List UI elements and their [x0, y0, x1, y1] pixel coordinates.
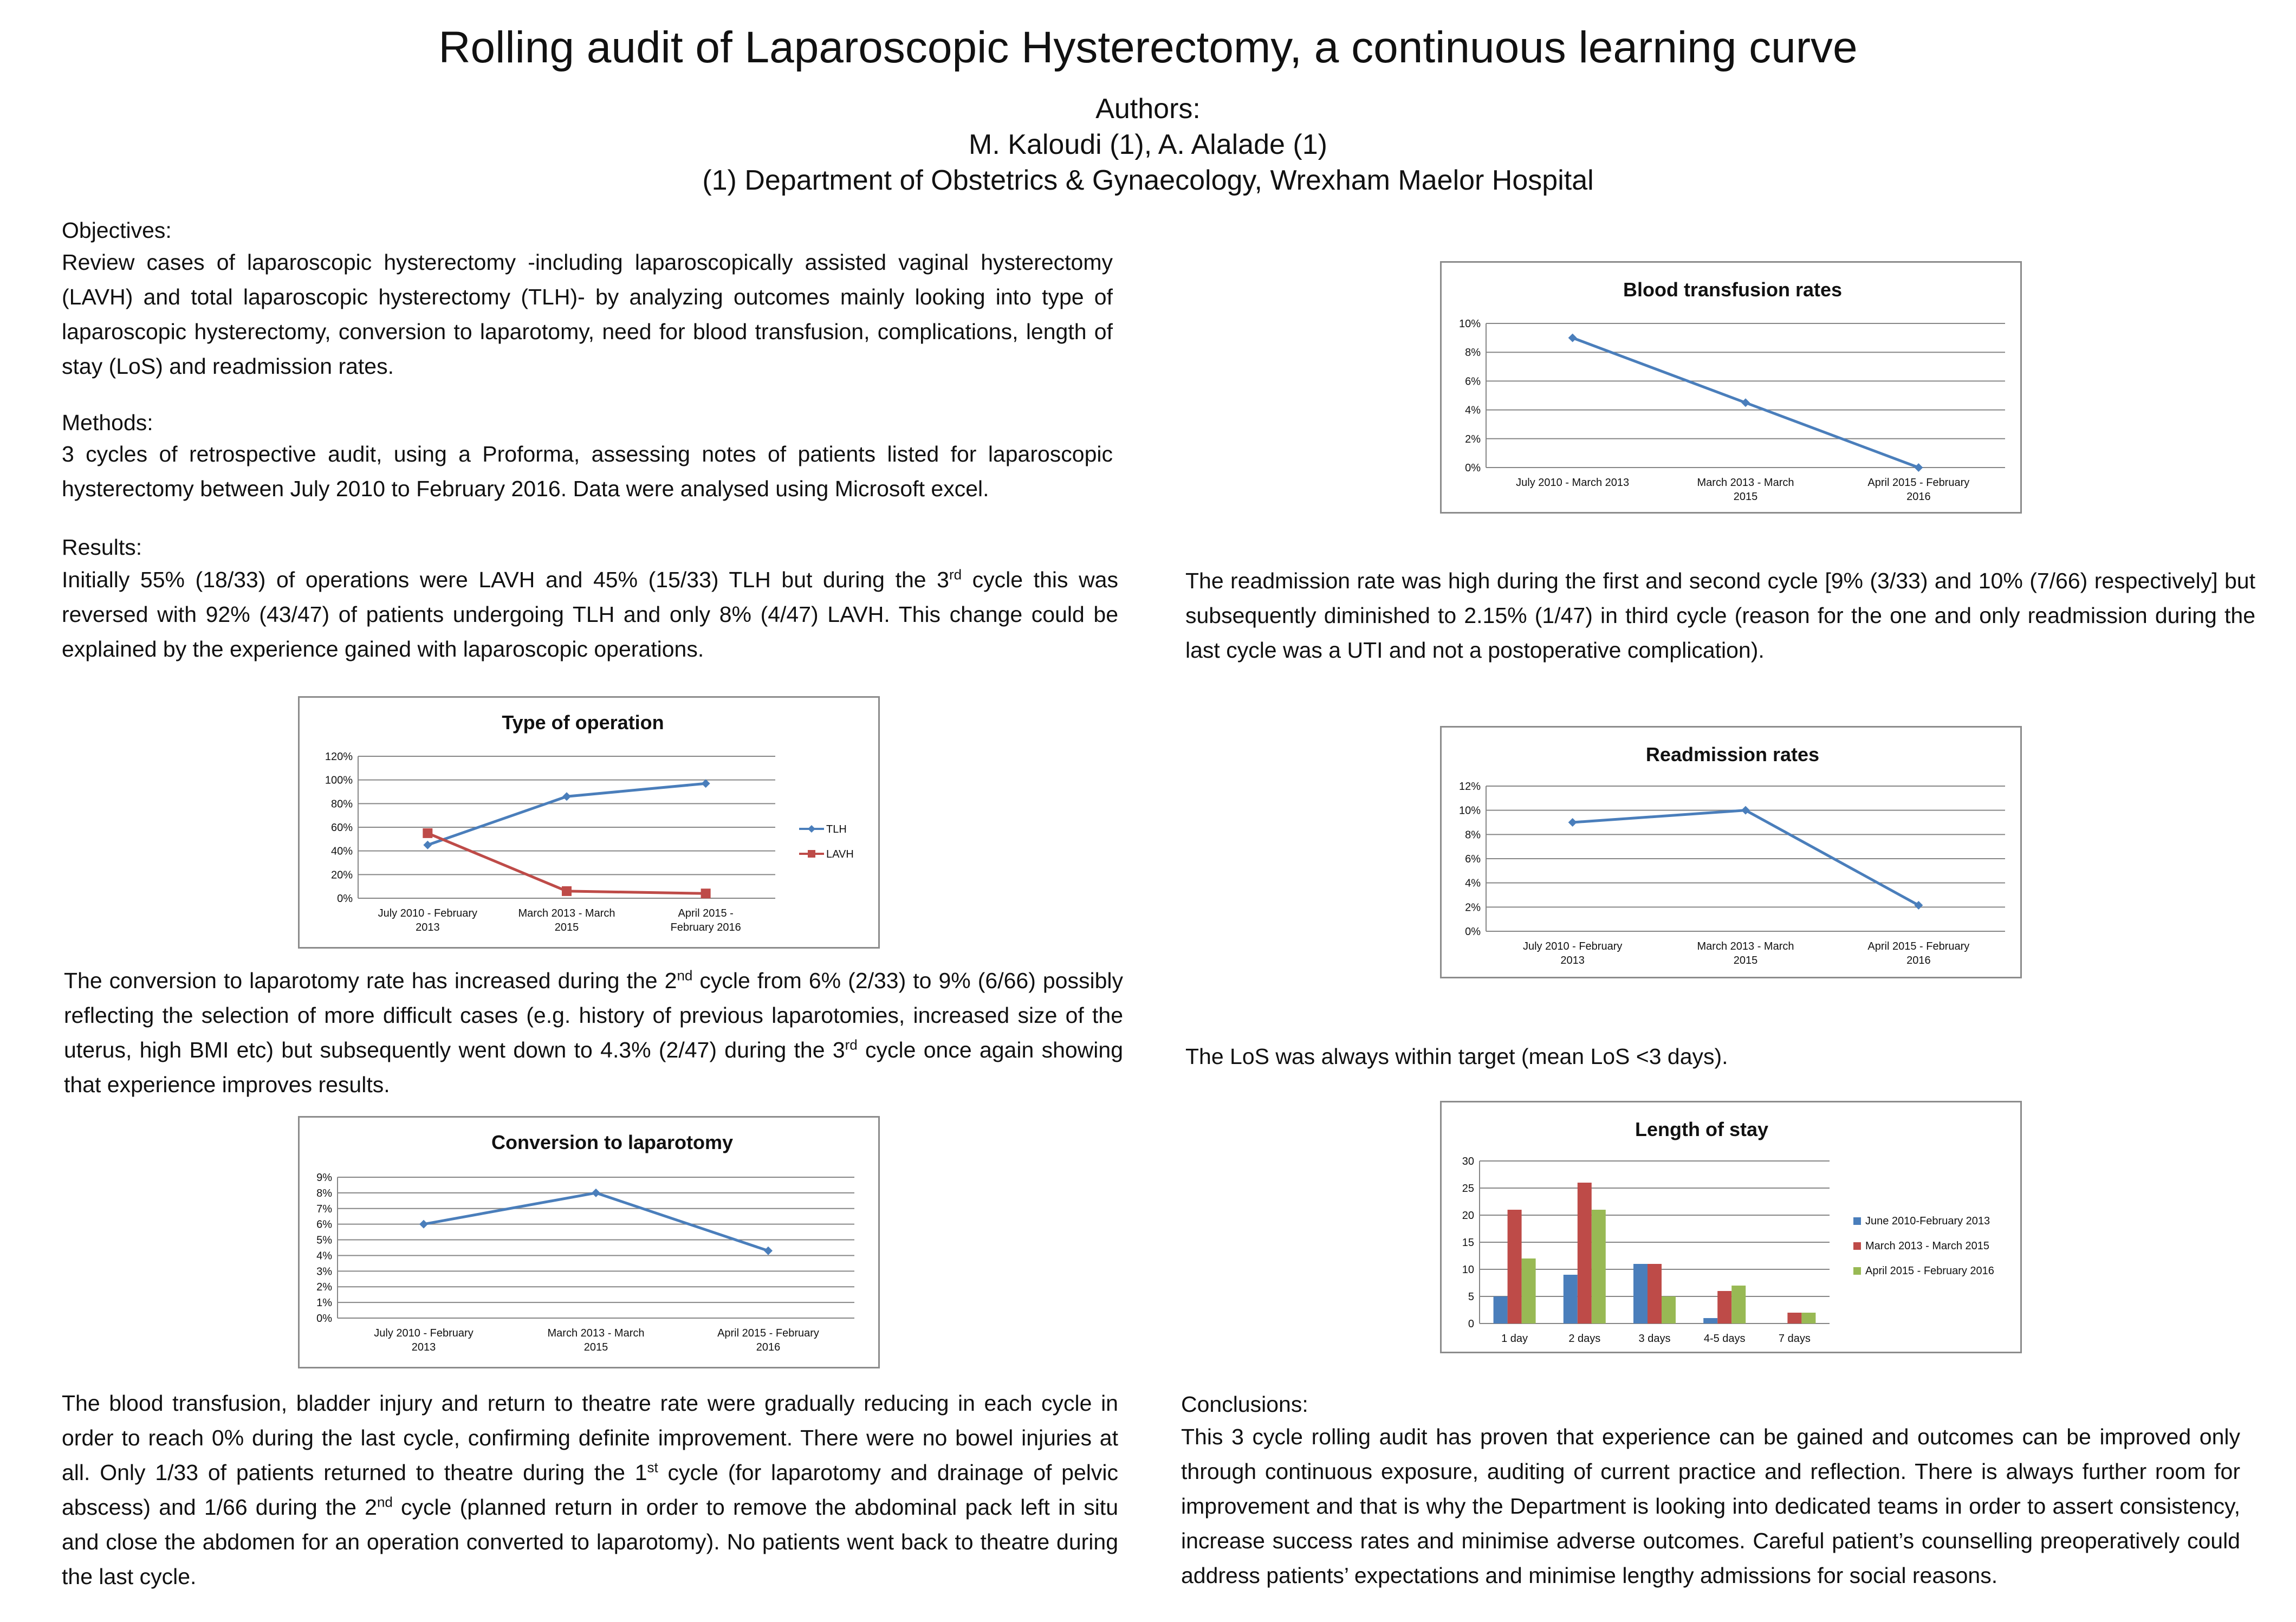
- y-tick-label: 4%: [1465, 404, 1481, 417]
- x-tick-label: April 2015 - February: [1867, 940, 1970, 952]
- y-tick-label: 20%: [330, 869, 353, 881]
- y-tick-label: 4%: [1465, 877, 1481, 890]
- data-point: [1741, 398, 1750, 407]
- x-tick-label: March 2013 - March: [1697, 477, 1794, 489]
- legend-marker: [808, 850, 815, 858]
- objectives-heading: Objectives:: [62, 218, 172, 243]
- chart-length-of-stay-svg: [1442, 1102, 2023, 1355]
- x-tick-label: 2013: [1560, 955, 1585, 966]
- x-tick-label: April 2015 - February: [1867, 477, 1970, 489]
- y-tick-label: 5: [1468, 1291, 1474, 1303]
- y-tick-label: 7%: [316, 1203, 332, 1215]
- x-tick-label: 2013: [416, 922, 440, 933]
- legend-swatch: [1853, 1242, 1861, 1250]
- x-tick-label: 1 day: [1501, 1333, 1528, 1345]
- chart-type-of-operation: [298, 696, 880, 949]
- bar: [1787, 1313, 1801, 1323]
- results-paragraph-conversion: The conversion to laparotomy rate has increased during the 2nd cycle from 6% (2/33) to 9% (6/66) possibly reflecting the selection of more difficult cases (e.g. history of previous laparotomies, increased size of the uterus, high BMI etc) but subsequently went down to 4.3% (2/47) during the 3rd cycle once again showing that experience improves results.: [64, 967, 1123, 1097]
- chart-type-of-operation-svg: [300, 698, 881, 950]
- series-line-lavh: [427, 833, 705, 893]
- chart-blood-transfusion-svg: [1442, 263, 2023, 515]
- data-point: [419, 1220, 428, 1229]
- y-tick-label: 4%: [316, 1250, 332, 1262]
- chart-title: Type of operation: [502, 711, 664, 734]
- data-point: [592, 1189, 600, 1197]
- y-tick-label: 0%: [337, 893, 353, 905]
- methods-text: 3 cycles of retrospective audit, using a Proforma, assessing notes of patients listed for laparoscopic hysterectomy between July 2010 to February 2016. Data were analysed using Microsoft excel.: [62, 442, 1113, 501]
- y-tick-label: 1%: [316, 1297, 332, 1309]
- chart-title: Readmission rates: [1645, 743, 1820, 765]
- x-tick-label: 7 days: [1778, 1333, 1811, 1345]
- data-point: [562, 886, 572, 896]
- data-point: [423, 841, 432, 849]
- y-tick-label: 60%: [330, 822, 353, 834]
- data-point: [423, 828, 432, 838]
- x-tick-label: 2016: [756, 1341, 781, 1353]
- y-tick-label: 6%: [316, 1218, 332, 1231]
- x-tick-label: 4-5 days: [1703, 1333, 1746, 1345]
- y-tick-label: 15: [1462, 1237, 1474, 1249]
- bar: [1801, 1313, 1815, 1323]
- x-tick-label: 2015: [554, 922, 579, 933]
- bar: [1633, 1264, 1648, 1323]
- y-tick-label: 2%: [1465, 901, 1481, 914]
- x-tick-label: 2016: [1906, 491, 1931, 503]
- chart-readmission-svg: [1442, 728, 2023, 980]
- authors-label: Authors:: [1095, 93, 1201, 125]
- y-tick-label: 0%: [1465, 462, 1481, 474]
- x-tick-label: July 2010 - February: [1522, 940, 1623, 952]
- data-point: [764, 1247, 773, 1255]
- x-tick-label: April 2015 - February: [717, 1327, 819, 1339]
- chart-blood-transfusion: [1440, 261, 2022, 514]
- y-tick-label: 20: [1462, 1210, 1474, 1222]
- bar: [1494, 1296, 1508, 1323]
- x-tick-label: 2015: [583, 1341, 608, 1353]
- bar: [1564, 1275, 1578, 1323]
- authors-affiliation: (1) Department of Obstetrics & Gynaecology, Wrexham Maelor Hospital: [702, 165, 1594, 196]
- legend-label: TLH: [826, 823, 847, 835]
- results-heading: Results:: [62, 535, 142, 560]
- y-tick-label: 2%: [316, 1281, 332, 1294]
- x-tick-label: 2013: [411, 1341, 436, 1353]
- y-tick-label: 2%: [1465, 433, 1481, 445]
- series-line-conversion: [424, 1193, 768, 1251]
- y-tick-label: 8%: [1465, 347, 1481, 359]
- y-tick-label: 30: [1462, 1156, 1474, 1167]
- y-tick-label: 5%: [316, 1234, 332, 1247]
- y-tick-label: 40%: [330, 845, 353, 858]
- y-tick-label: 6%: [1465, 853, 1481, 865]
- y-tick-label: 120%: [325, 751, 353, 763]
- legend-label: March 2013 - March 2015: [1865, 1240, 1990, 1252]
- data-point: [1914, 463, 1923, 472]
- readmission-paragraph: The readmission rate was high during the first and second cycle [9% (3/33) and 10% (7/66) respectively] but subsequently diminished to 2.15% (1/47) in third cycle (reason for the one and only readmission during the last cycle was a UTI and not a postoperative complication).: [1185, 568, 2255, 663]
- chart-conversion: [298, 1116, 880, 1368]
- chart-title: Length of stay: [1635, 1118, 1769, 1140]
- bar: [1717, 1291, 1731, 1323]
- x-tick-label: February 2016: [670, 922, 741, 933]
- chart-length-of-stay: [1440, 1101, 2022, 1353]
- y-tick-label: 80%: [330, 798, 353, 810]
- legend-marker: [808, 825, 815, 833]
- data-point: [1568, 334, 1577, 342]
- x-tick-label: 2016: [1906, 955, 1931, 966]
- chart-conversion-svg: [300, 1118, 881, 1370]
- conclusions-text: This 3 cycle rolling audit has proven that experience can be gained and outcomes can be improved only through continuous exposure, auditing of current practice and reflection. There is always further room for improvement and that is why the Department is looking into dedicated teams in order to assert consistency, increase success rates and minimise adverse outcomes. Careful patient’s counselling preoperatively could address patients’ expectations and minimise lengthy admissions for social reasons.: [1181, 1424, 2240, 1588]
- legend-label: LAVH: [826, 848, 854, 860]
- y-tick-label: 9%: [316, 1172, 332, 1184]
- bar: [1731, 1286, 1746, 1323]
- y-tick-label: 8%: [1465, 829, 1481, 841]
- poster-title: Rolling audit of Laparoscopic Hysterectomy, a continuous learning curve: [438, 23, 1858, 72]
- x-tick-label: 2015: [1733, 491, 1758, 503]
- y-tick-label: 10: [1462, 1264, 1474, 1276]
- x-tick-label: 2015: [1733, 955, 1758, 966]
- y-tick-label: 3%: [316, 1266, 332, 1278]
- y-tick-label: 0%: [316, 1313, 332, 1325]
- chart-readmission: [1440, 726, 2022, 978]
- results-paragraph-transfusion: The blood transfusion, bladder injury and return to theatre rate were gradually reducing in each cycle in order to reach 0% during the last cycle, confirming definite improvement. There were no bowel injuries at all. Only 1/33 of patients returned to theatre during the 1st cycle (for laparotomy and drainage of pelvic abscess) and 1/66 during the 2nd cycle (planned return in order to remove the abdominal pack left in situ and close the abdomen for an operation converted to laparotomy). No patients went back to theatre during the last cycle.: [62, 1391, 1118, 1589]
- legend-swatch: [1853, 1217, 1861, 1225]
- y-tick-label: 0%: [1465, 926, 1481, 938]
- chart-title: Blood transfusion rates: [1623, 278, 1843, 301]
- y-tick-label: 6%: [1465, 375, 1481, 388]
- conclusions-heading: Conclusions:: [1181, 1392, 1308, 1417]
- data-point: [701, 888, 711, 898]
- authors-names: M. Kaloudi (1), A. Alalade (1): [969, 129, 1327, 160]
- bar: [1522, 1258, 1536, 1323]
- series-line-readmission: [1573, 810, 1919, 905]
- data-point: [562, 792, 571, 801]
- y-tick-label: 10%: [1458, 318, 1481, 330]
- bar: [1592, 1210, 1606, 1323]
- x-tick-label: July 2010 - March 2013: [1516, 477, 1630, 489]
- results-paragraph-type: Initially 55% (18/33) of operations were LAVH and 45% (15/33) TLH but during the 3rd cycle this was reversed with 92% (43/47) of patients undergoing TLH and only 8% (4/47) LAVH. This change could be explained by the experience gained with laparoscopic operations.: [62, 566, 1118, 661]
- objectives-text: Review cases of laparoscopic hysterectomy -including laparoscopically assisted vaginal hysterectomy (LAVH) and total laparoscopic hysterectomy (TLH)- by analyzing outcomes mainly looking into type of laparoscopic hysterectomy, conversion to laparotomy, need for blood transfusion, complications, length of stay (LoS) and readmission rates.: [62, 250, 1113, 379]
- x-tick-label: 3 days: [1638, 1333, 1671, 1345]
- y-tick-label: 12%: [1458, 781, 1481, 793]
- y-tick-label: 8%: [316, 1187, 332, 1199]
- x-tick-label: March 2013 - March: [1697, 940, 1794, 952]
- y-tick-label: 0: [1468, 1318, 1474, 1330]
- data-point: [1568, 818, 1577, 827]
- los-paragraph: The LoS was always within target (mean LoS <3 days).: [1185, 1044, 1728, 1069]
- bar: [1508, 1210, 1522, 1323]
- bar: [1703, 1318, 1717, 1323]
- bar: [1648, 1264, 1662, 1323]
- methods-heading: Methods:: [62, 410, 153, 435]
- bar: [1662, 1296, 1676, 1323]
- y-tick-label: 100%: [325, 774, 353, 787]
- bar: [1578, 1183, 1592, 1323]
- legend-label: April 2015 - February 2016: [1865, 1265, 1994, 1277]
- x-tick-label: March 2013 - March: [518, 907, 615, 919]
- chart-title: Conversion to laparotomy: [491, 1131, 734, 1153]
- x-tick-label: July 2010 - February: [378, 907, 478, 919]
- legend-swatch: [1853, 1267, 1861, 1275]
- x-tick-label: March 2013 - March: [547, 1327, 645, 1339]
- x-tick-label: July 2010 - February: [374, 1327, 474, 1339]
- y-tick-label: 25: [1462, 1183, 1474, 1195]
- x-tick-label: 2 days: [1568, 1333, 1601, 1345]
- y-tick-label: 10%: [1458, 804, 1481, 817]
- legend-label: June 2010-February 2013: [1865, 1215, 1990, 1227]
- x-tick-label: April 2015 -: [678, 907, 734, 919]
